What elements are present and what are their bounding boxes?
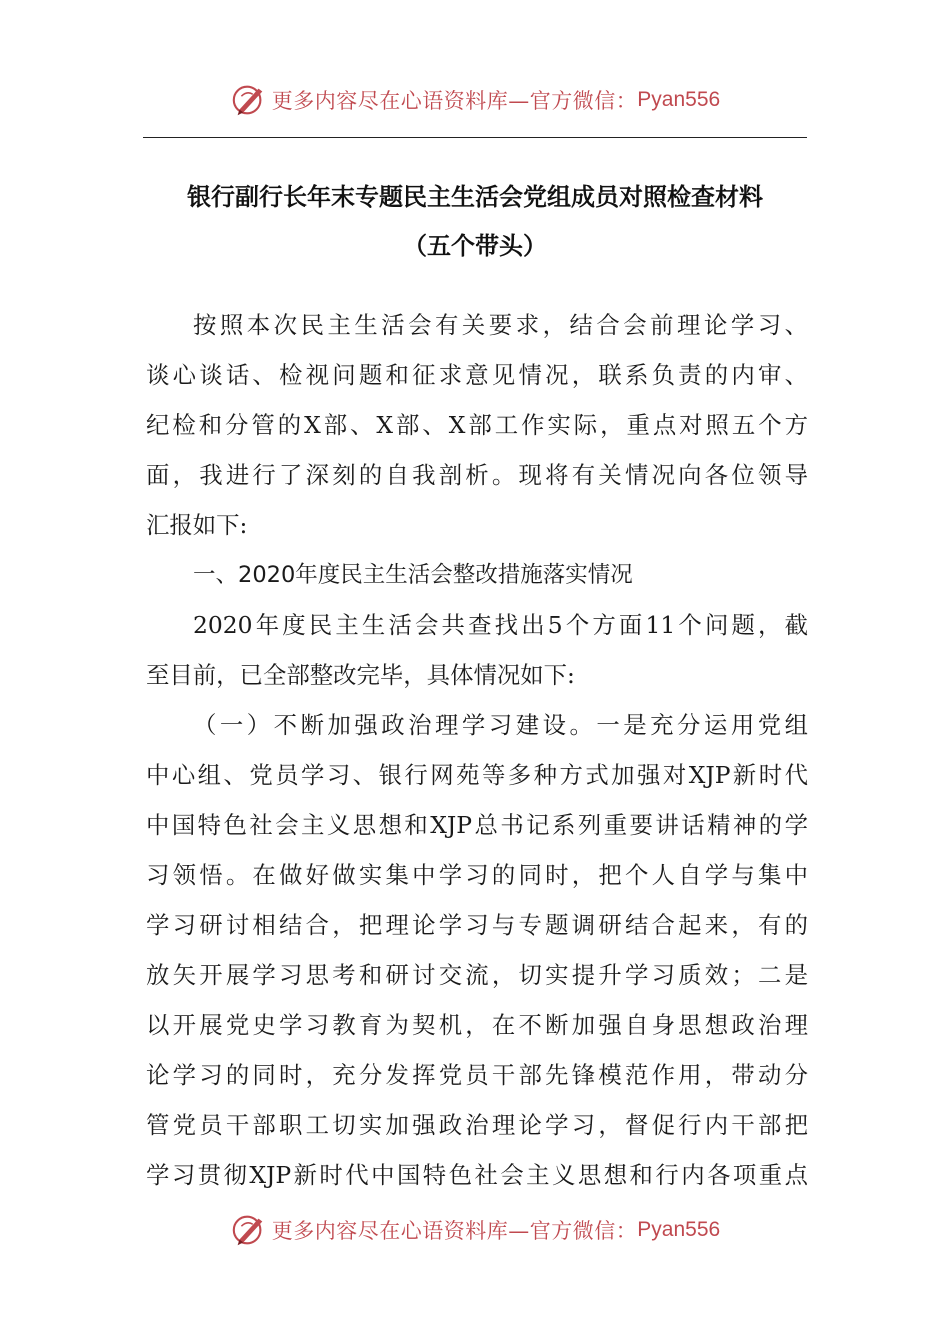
body-line: 中心组、党员学习、银行网苑等多种方式加强对XJP新时代 [146, 761, 808, 789]
pen-logo-icon [230, 81, 268, 119]
wechat-id: Pyan556 [637, 88, 721, 111]
document-subtitle: （五个带头） [403, 232, 547, 260]
body-line: 以开展党史学习教育为契机，在不断加强自身思想政治理 [146, 1011, 808, 1039]
body-line: 按照本次民主生活会有关要求，结合会前理论学习、 [193, 311, 808, 339]
header-divider [143, 137, 807, 138]
body-line: 管党员干部职工切实加强政治理论学习，督促行内干部把 [146, 1111, 808, 1139]
body-line: 学习贯彻XJP新时代中国特色社会主义思想和行内各项重点 [146, 1161, 808, 1189]
section-heading: 一、2020年度民主生活会整改措施落实情况 [193, 562, 633, 588]
body-line: 放矢开展学习思考和研讨交流，切实提升学习质效；二是 [146, 961, 808, 989]
document-title: 银行副行长年末专题民主生活会党组成员对照检查材料 [187, 183, 763, 211]
body-line: 2020年度民主生活会共查找出5个方面11个问题，截 [193, 611, 808, 639]
body-line: 纪检和分管的X部、X部、X部工作实际，重点对照五个方 [146, 411, 808, 439]
body-line: 面，我进行了深刻的自我剖析。现将有关情况向各位领导 [146, 461, 808, 489]
body-line: 至目前，已全部整改完毕，具体情况如下: [146, 661, 575, 689]
body-line: 学习研讨相结合，把理论学习与专题调研结合起来，有的 [146, 911, 808, 939]
body-line: 中国特色社会主义思想和XJP总书记系列重要讲话精神的学 [146, 811, 808, 839]
body-line: 谈心谈话、检视问题和征求意见情况，联系负责的内审、 [146, 361, 808, 389]
pen-logo-icon [230, 1211, 268, 1249]
watermark-text: 更多内容尽在心语资料库—官方微信： [271, 1219, 638, 1243]
header-watermark-banner [0, 80, 950, 120]
watermark-text: 更多内容尽在心语资料库—官方微信： [271, 89, 638, 113]
footer-watermark-banner [0, 1210, 950, 1250]
body-line: 论学习的同时，充分发挥党员干部先锋模范作用，带动分 [146, 1061, 808, 1089]
body-line: 习领悟。在做好做实集中学习的同时，把个人自学与集中 [146, 861, 808, 889]
document-body [146, 300, 808, 1200]
wechat-id: Pyan556 [637, 1218, 721, 1241]
body-line: 汇报如下: [146, 511, 248, 539]
body-line: （一）不断加强政治理学习建设。一是充分运用党组 [193, 711, 808, 739]
